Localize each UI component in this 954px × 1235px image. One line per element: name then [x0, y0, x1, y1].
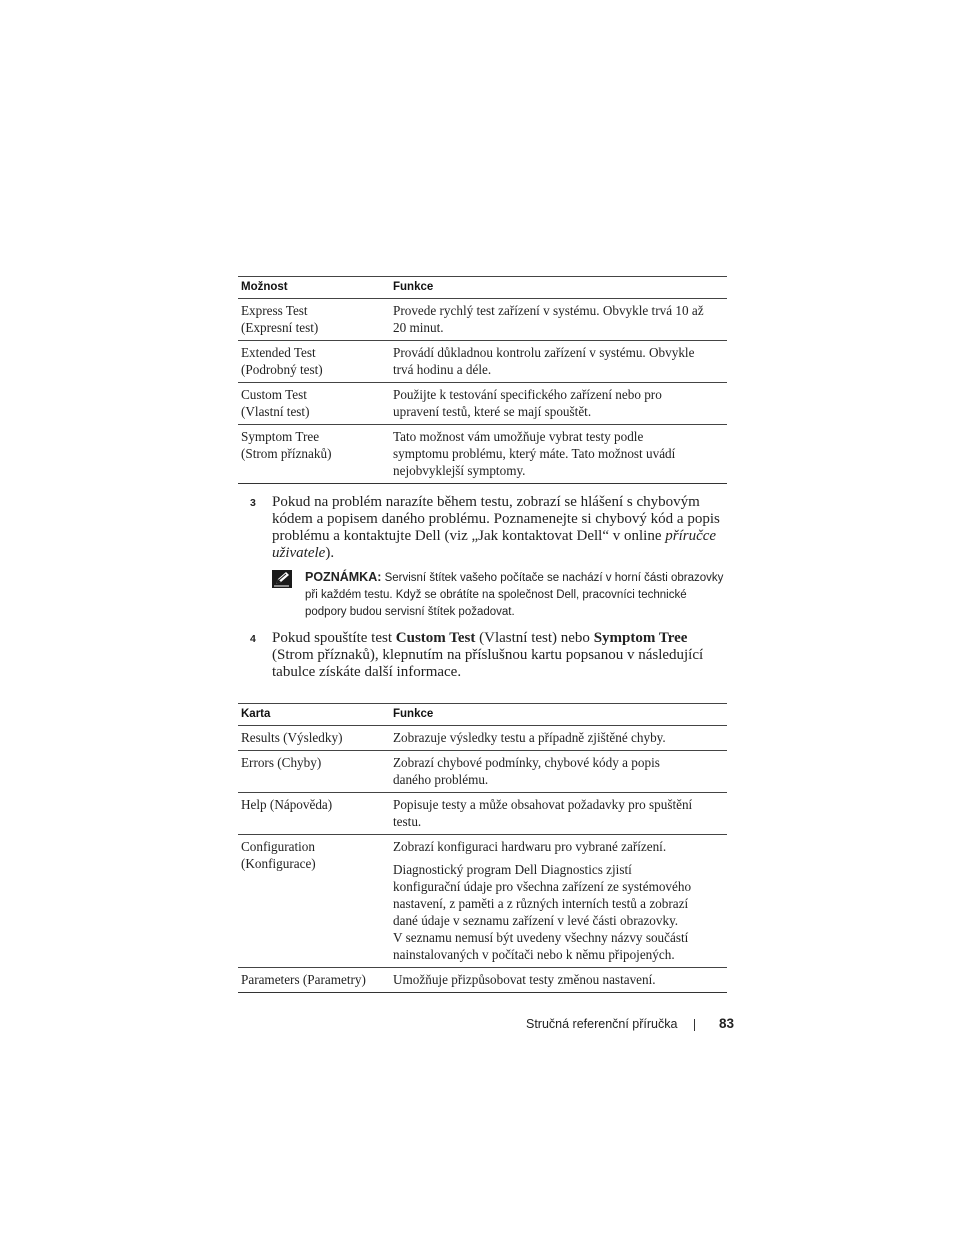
- function-cell: Provádí důkladnou kontrolu zařízení v systému. Obvykle trvá hodinu a déle.: [393, 345, 695, 377]
- option-cell: Symptom Tree (Strom příznaků): [241, 429, 332, 461]
- table-row: [238, 383, 727, 425]
- pencil-note-icon: [272, 570, 292, 588]
- tab-cell: Configuration (Konfigurace): [241, 839, 316, 871]
- table-header-row: [238, 277, 727, 299]
- column-header: Funkce: [393, 280, 434, 293]
- table-row: [238, 425, 727, 484]
- step-text: Pokud spouštíte test Custom Test (Vlastní test) nebo Symptom Tree (Strom příznaků), klepnutím na příslušnou kartu popsanou v následující tabulce získáte další informace.: [272, 630, 704, 680]
- step-number: 4: [250, 633, 256, 645]
- function-cell: Použijte k testování specifického zařízení nebo pro upravení testů, které se mají spouštět.: [393, 387, 662, 419]
- function-cell: Zobrazí konfiguraci hardwaru pro vybrané zařízení. Diagnostický program Dell Diagnostics zjistí konfigurační údaje pro všechna zařízení ze systémového nastavení, z paměti a z různých interních testů a zobrazí dané údaje v seznamu zařízení v levé části obrazovky. V seznamu nemusí být uvedeny všechny názvy součástí nainstalovaných v počítači nebo k němu připojených.: [393, 839, 692, 962]
- footer-divider: [694, 1019, 695, 1031]
- option-cell: Custom Test (Vlastní test): [241, 387, 310, 419]
- table-row: [238, 726, 727, 751]
- page-number: 83: [719, 1016, 735, 1031]
- page-footer: [520, 1015, 735, 1035]
- table-row: [238, 299, 727, 341]
- note-text: POZNÁMKA: Servisní štítek vašeho počítače se nachází v horní části obrazovky při každém testu. Když se obrátíte na společnost Dell, pracovníci technické podpory budou servisní štítek požadovat.: [305, 570, 724, 618]
- option-cell: Extended Test (Podrobný test): [241, 345, 323, 377]
- function-cell: Zobrazí chybové podmínky, chybové kódy a popis daného problému.: [393, 755, 660, 787]
- table-row: [238, 751, 727, 793]
- options-table: [238, 276, 727, 484]
- step-3: [250, 494, 740, 562]
- table-row: [238, 793, 727, 835]
- column-header: Možnost: [241, 280, 288, 293]
- tabs-table: [238, 703, 727, 993]
- function-cell: Zobrazuje výsledky testu a případně zjištěné chyby.: [393, 730, 666, 745]
- footer-title: Stručná referenční příručka: [526, 1017, 678, 1031]
- table-row: [238, 968, 727, 993]
- note-box: [272, 569, 742, 621]
- step-4: [250, 630, 740, 681]
- table-row: [238, 341, 727, 383]
- tab-cell: Errors (Chyby): [241, 755, 322, 770]
- table-header-row: [238, 704, 727, 726]
- tab-cell: Parameters (Parametry): [241, 972, 366, 987]
- column-header: Karta: [241, 707, 271, 720]
- function-cell: Popisuje testy a může obsahovat požadavky pro spuštění testu.: [393, 797, 693, 829]
- tab-cell: Help (Nápověda): [241, 797, 333, 812]
- column-header: Funkce: [393, 707, 434, 720]
- step-number: 3: [250, 497, 256, 509]
- function-cell: Provede rychlý test zařízení v systému. Obvykle trvá 10 až 20 minut.: [393, 303, 704, 335]
- table-row: [238, 835, 727, 968]
- option-cell: Express Test (Expresní test): [241, 303, 319, 335]
- step-text: Pokud na problém narazíte během testu, zobrazí se hlášení s chybovým kódem a popisem daného problému. Poznamenejte si chybový kód a popis problému a kontaktujte Dell (viz „Jak kontaktovat Dell“ v online příručce uživatele).: [272, 494, 720, 561]
- tab-cell: Results (Výsledky): [241, 730, 343, 745]
- function-cell: Umožňuje přizpůsobovat testy změnou nastavení.: [393, 972, 656, 987]
- function-cell: Tato možnost vám umožňuje vybrat testy podle symptomu problému, který máte. Tato možnost uvádí nejobvyklejší symptomy.: [393, 429, 676, 478]
